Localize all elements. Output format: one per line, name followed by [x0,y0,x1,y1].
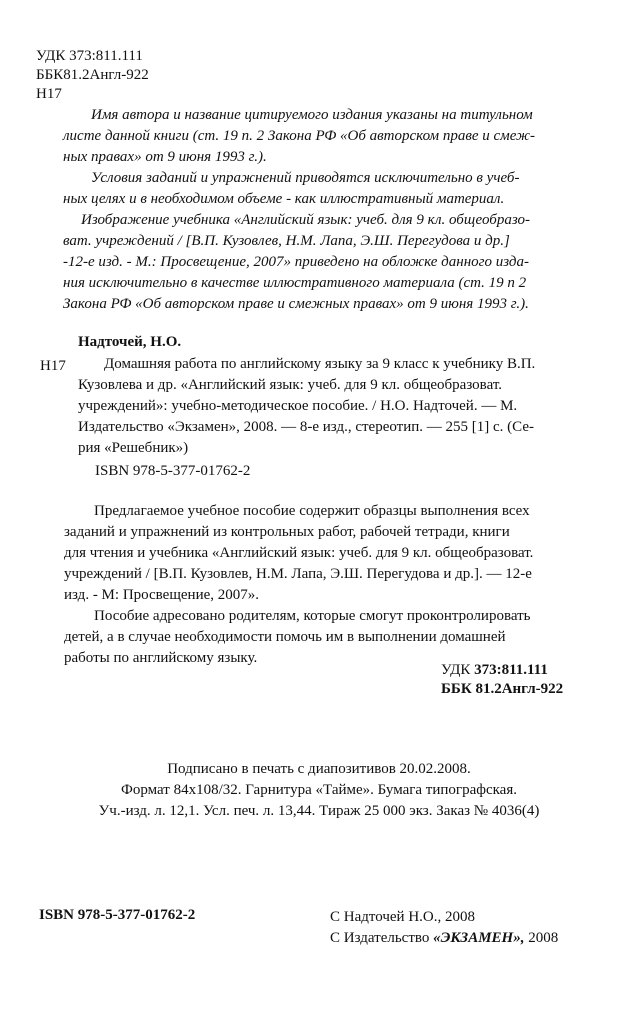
notice-line: ных целях и в необходимом объеме - как иллюстративный материал. [63,191,505,207]
copyright-block [330,907,558,949]
annotation-line: детей, а в случае необходимости помочь им в выполнении домашней [64,629,506,645]
publisher-year: 2008 [528,930,559,946]
isbn-footer: ISBN 978-5-377-01762-2 [39,907,196,923]
notice-line: Имя автора и название цитируемого издания указаны на титульном [91,107,533,123]
biblio-line: рия «Решебник») [78,440,189,456]
biblio-line: Кузовлева и др. «Английский язык: учеб. для 9 кл. общеобразоват. [78,377,503,393]
notice-line: Условия заданий и упражнений приводятся исключительно в учеб- [91,170,520,186]
biblio-line: Домашняя работа по английскому языку за 9 класс к учебнику В.П. [104,356,536,372]
notice-line: ния исключительно в качестве иллюстративного материала (ст. 19 п 2 [63,275,527,291]
annotation-line: Предлагаемое учебное пособие содержит образцы выполнения всех [94,503,530,519]
biblio-line: учреждений»: учебно-методическое пособие. / Н.О. Надточей. — М. [78,398,518,414]
notice-line: Изображение учебника «Английский язык: учеб. для 9 кл. общеобразо- [81,212,530,228]
notice-line: Закона РФ «Об авторском праве и смежных правах» от 9 июня 1993 г.). [63,296,529,312]
udk-code: УДК 373:811.111 [36,48,143,64]
imprint-line: Уч.-изд. л. 12,1. Усл. печ. л. 13,44. Тираж 25 000 экз. Заказ № 4036(4) [98,803,540,819]
notice-line: ных правах» от 9 июня 1993 г.). [63,149,267,165]
publisher-name: «ЭКЗАМЕН», [433,930,525,946]
copyright-publisher [330,928,558,949]
publisher-prefix: С Издательство [330,930,430,946]
catalog-mark: Н17 [40,358,66,374]
annotation-line: Пособие адресовано родителям, которые смогут проконтролировать [94,608,531,624]
notice-line: -12-е изд. - М.: Просвещение, 2007» приведено на обложке данного изда- [63,254,529,270]
biblio-line: Издательство «Экзамен», 2008. — 8-е изд., стереотип. — 255 [1] с. (Се- [78,419,535,435]
classification-codes [36,47,149,104]
author-mark: Н17 [36,86,62,102]
imprint-line: Формат 84x108/32. Гарнитура «Тайме». Бумага типографская. [121,782,517,798]
annotation-line: изд. - М: Просвещение, 2007». [64,587,259,603]
bbk-code-right: ББК 81.2Англ-922 [441,681,564,697]
udk-prefix: УДК [441,662,471,678]
bbk-code: ББК81.2Англ-922 [36,67,149,83]
notice-line: ват. учреждений / [В.П. Кузовлев, Н.М. Лапа, Э.Ш. Перегудова и др.] [63,233,510,249]
imprint-line: Подписано в печать с диапозитивов 20.02.2008. [167,761,471,777]
isbn: ISBN 978-5-377-01762-2 [95,463,251,479]
annotation-line: заданий и упражнений из контрольных работ, рабочей тетради, книги [64,524,510,540]
annotation-line: учреждений / [В.П. Кузовлев, Н.М. Лапа, Э.Ш. Перегудова и др.]. — 12-е [64,566,532,582]
udk-value: 373:811.111 [474,662,548,678]
udk-code-right [441,661,563,680]
annotation-line: для чтения и учебника «Английский язык: учеб. для 9 кл. общеобразоват. [64,545,534,561]
notice-line: листе данной книги (ст. 19 п. 2 Закона РФ «Об авторском праве и смеж- [63,128,535,144]
classification-codes-right [441,661,563,699]
annotation-line: работы по английскому языку. [64,650,258,666]
copyright-author: С Надточей Н.О., 2008 [330,909,475,925]
author-heading: Надточей, Н.О. [78,334,182,350]
